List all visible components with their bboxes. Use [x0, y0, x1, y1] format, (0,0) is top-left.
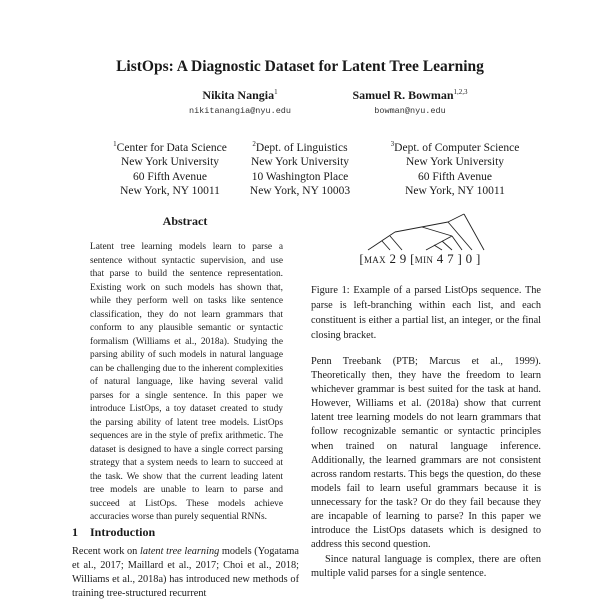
affiliation-2: $^2$Dept. of Linguistics New York University 10 Washington Place New York, NY 10003	[249, 140, 351, 198]
figure-caption: Figure 1: Example of a parsed ListOps sequence. The parse is left-branching within each list, and each constituent is either a partial list, an integer, or the final closing bracket.	[311, 285, 541, 341]
author-email: nikitanangia@nyu.edu	[188, 106, 292, 116]
listops-sequence: [max 2 9 [min 4 7 ] 0 ]	[359, 251, 481, 266]
affiliation-3: $^3$Dept. of Computer Science New York University 60 Fifth Avenue New York, NY 10011	[390, 140, 520, 198]
paragraph: Penn Treebank (PTB; Marcus et al., 1999). Theoretically then, they have the freedom to learn whichever grammar is best suited for the task at hand. However, Williams et al. (2018a) show that current latent tree learning models do not learn grammars that follow recognizable semantic or syntactic principles when trained on natural language inference. Additionally, the learned grammars are not consistent across random restarts. This begs the question, do these models fail to learn useful grammars because it is unnecessary for the task? Or do they fail because they are incapable of learning to parse? In this paper we introduce the ListOps datasets which is designed to address this second question.	[311, 356, 541, 551]
author-2	[325, 88, 495, 116]
right-column-text	[311, 355, 541, 582]
parse-tree-diagram	[360, 212, 490, 252]
affiliation-1: $^1$Center for Data Science New York University 60 Fifth Avenue New York, NY 10011	[113, 140, 227, 198]
section-heading-introduction: 1 Introduction	[72, 525, 156, 539]
introduction-text: Recent work on latent tree learning models (Yogatama et al., 2017; Maillard et al., 2017; Choi et al., 2018; Williams et al., 2018a) has introduced new methods of training tree-structured recurrent	[72, 546, 299, 600]
author-name: Nikita Nangia$^1$	[202, 88, 278, 102]
paragraph: Since natural language is complex, there are often multiple valid parses for a single sentence.	[311, 554, 541, 580]
paper-title: ListOps: A Diagnostic Dataset for Latent Tree Learning	[116, 58, 484, 75]
abstract-text: Latent tree learning models learn to parse a sentence without syntactic supervision, and use that parse to build the sentence representation. Existing work on such models has shown that, while they perform well on tasks like sentence classification, they do not learn grammars that conform to any plausible semantic or syntactic formalism (Williams et al., 2018a). Studying the parsing ability of such models in natural language can be challenging due to the inherent complexities of natural language, like having several valid parses for a single sentence. In this paper we introduce ListOps, a toy dataset created to study the parsing ability of latent tree models. ListOps sequences are in the style of prefix arithmetic. The dataset is designed to have a single correct parsing strategy that a system needs to learn to succeed at the task. We show that the current leading latent tree models are unable to learn to parse and succeed at ListOps. These models achieve accuracies worse than purely sequential RNNs.	[90, 242, 283, 522]
abstract-heading: Abstract	[162, 214, 208, 228]
author-email: bowman@nyu.edu	[374, 106, 446, 116]
author-name: Samuel R. Bowman$^{1,2,3}$	[352, 88, 468, 102]
author-1	[170, 88, 310, 116]
